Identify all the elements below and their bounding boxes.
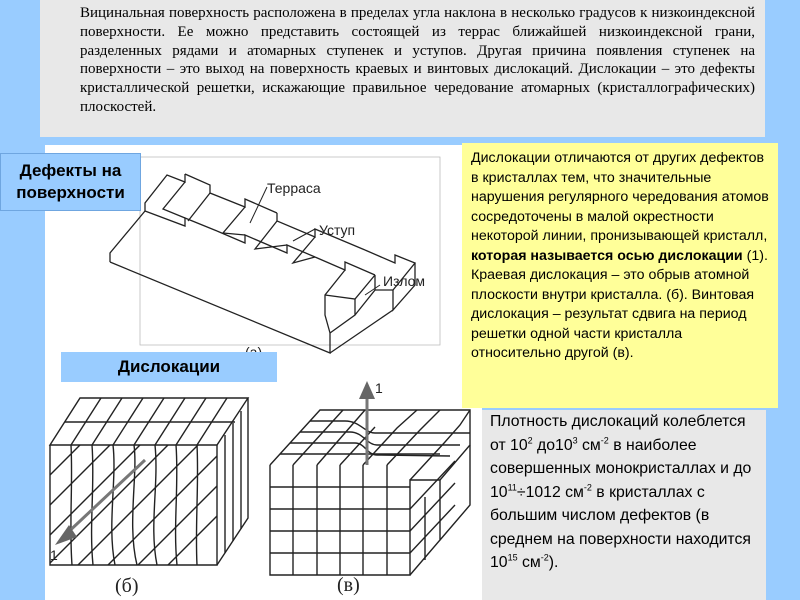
density-t7: см xyxy=(517,554,541,571)
defects-label-line1: Дефекты на xyxy=(19,161,122,180)
defects-label-line2: поверхности xyxy=(16,183,125,202)
defects-on-surface-label xyxy=(0,153,141,211)
axis-arrow-b xyxy=(55,460,145,545)
edge-dislocation-drawing xyxy=(50,398,248,565)
density-e3: -2 xyxy=(600,435,609,446)
density-e5: -2 xyxy=(583,482,592,493)
density-t3: см xyxy=(577,436,601,454)
dislocation-definition-note xyxy=(462,143,778,408)
density-t2: до10 xyxy=(532,436,573,454)
density-t1: Плотность дислокаций колеблется от 10 xyxy=(490,413,746,454)
density-t5: ÷1012 см xyxy=(516,483,584,501)
intro-text: Вицинальная поверхность расположена в пределах угла наклона в несколько градусов к низкоиндексной поверхности. Ее можно представить состоящей из террас ближайшей низкоиндексной грани, разделенных рядами и атомарных ступенек и уступов. Другая причина появления ступенек на поверхности – это выход на поверхность краевых и винтовых дислокаций. Дислокации – это дефекты кристаллической решетки, искажающие правильное чередование атомарных (кристаллографических) плоскостей. xyxy=(80,5,755,115)
density-t8: ). xyxy=(548,554,559,571)
density-t4: в наиболее совершенных монокристаллах и до 10 xyxy=(490,436,752,501)
figure-c-axis-label: 1 xyxy=(375,380,383,396)
note-text-part1: Дислокации отличаются от других дефектов в кристаллах тем, что значительные нарушения регулярного чередования атомов сосредоточены в малой окрестности некоторой линии, пронизывающей кристалл, xyxy=(471,150,769,244)
screw-dislocation-drawing xyxy=(270,410,470,575)
density-t6: в кристаллах с большим числом дефектов (в среднем на поверхности находится 10 xyxy=(490,483,751,571)
density-e6: 15 xyxy=(507,552,518,563)
axis-arrow-c xyxy=(359,381,375,465)
kink-label: Излом xyxy=(383,273,426,289)
dislocations-label-text: Дислокации xyxy=(117,357,221,376)
dislocations-label xyxy=(61,352,277,382)
step-label: Уступ xyxy=(319,222,356,238)
intro-paragraph xyxy=(40,0,765,137)
figure-c-caption: (в) xyxy=(337,574,360,596)
density-e4: 11 xyxy=(507,482,517,493)
density-e2: 3 xyxy=(572,435,578,446)
terrace-label: Терраса xyxy=(267,180,321,196)
note-text-bold: которая называется осью дислокации xyxy=(471,247,743,264)
dislocation-density-text xyxy=(482,410,766,600)
figure-b-caption: (б) xyxy=(115,575,139,597)
note-text-part2: (1). Краевая дислокация – это обрыв атомной плоскости внутри кристалла. (б). Винтовая дислокация – результат сдвига на период решетки одной части кристалла относительно другой (в). xyxy=(471,247,768,361)
density-e1: 2 xyxy=(527,435,533,446)
figure-b-axis-label: 1 xyxy=(50,547,58,563)
density-e7: -2 xyxy=(540,552,549,563)
